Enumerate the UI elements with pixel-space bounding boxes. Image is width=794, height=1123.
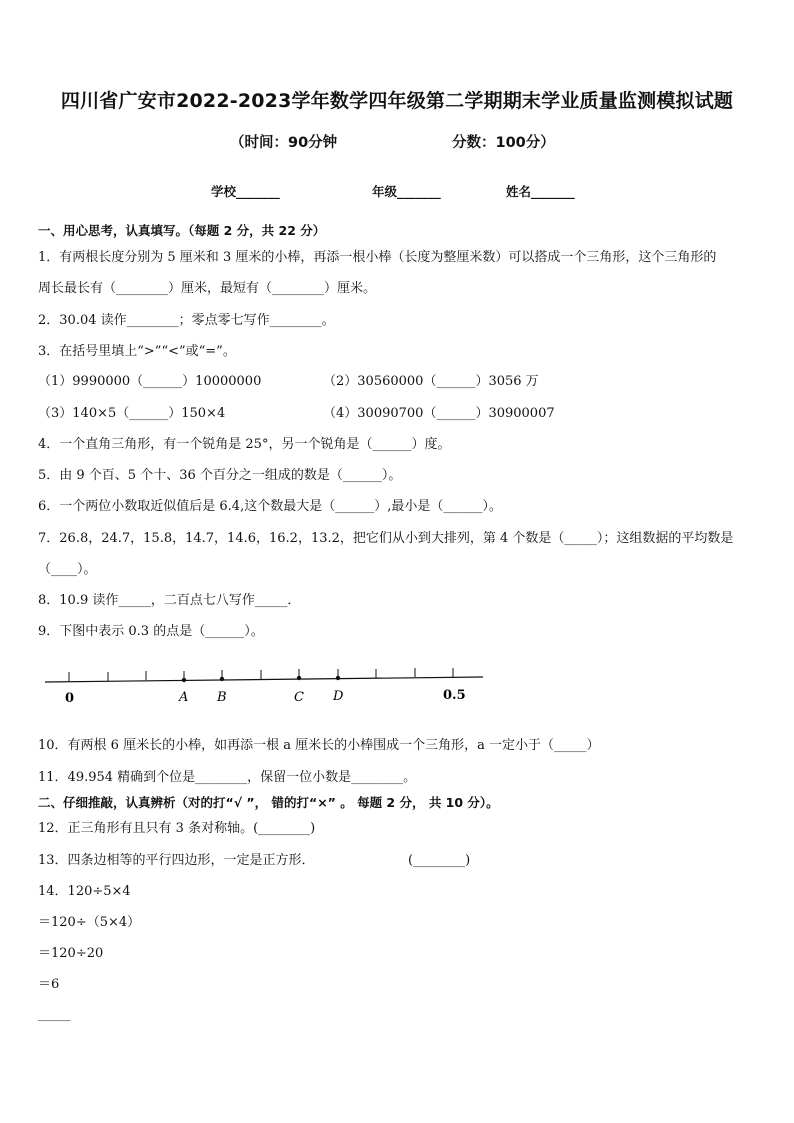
section-heading-1: 一、用心思考，认真填写。（每题 2 分，共 22 分）	[38, 223, 326, 238]
question-14-line-3: ＝120÷20	[38, 946, 104, 961]
name-field: 姓名_______	[506, 184, 575, 199]
point-a	[182, 678, 186, 682]
number-line-axis	[45, 677, 483, 682]
question-2: 2．30.04 读作________；零点零七写作________。	[38, 313, 335, 328]
question-14-line-4: ＝6	[38, 977, 60, 992]
question-7-line-2: （____）。	[38, 562, 97, 577]
question-14-line-2: ＝120÷（5×4）	[38, 915, 141, 930]
question-13	[38, 851, 471, 871]
grade-field: 年级_______	[372, 184, 441, 199]
question-3-item-2: （2）30560000（______）3056 万	[323, 374, 539, 389]
question-14-line-5: _____	[38, 1007, 71, 1022]
question-3: 3．在括号里填上“>”“<”或“=”。	[38, 344, 236, 359]
point-b	[220, 677, 224, 681]
exam-time: （时间：90分钟	[230, 135, 338, 151]
question-7-line-1: 7．26.8，24.7，15.8，14.7，14.6，16.2，13.2，把它们从小到大排列，第 4 个数是（_____）；这组数据的平均数是	[38, 531, 734, 546]
question-1-line-2: 周长最长有（________）厘米，最短有（________）厘米。	[38, 281, 377, 296]
question-5: 5．由 9 个百、5 个十、36 个百分之一组成的数是（______）。	[38, 468, 402, 483]
section-heading-2: 二、仔细推敲，认真辨析（对的打“√ ”， 错的打“×” 。 每题 2 分， 共 10 分）。	[38, 795, 499, 810]
label-d: D	[333, 689, 344, 704]
label-b: B	[217, 690, 227, 705]
label-half: 0.5	[443, 688, 466, 703]
question-8: 8．10.9 读作_____，二百点七八写作_____．	[38, 593, 301, 608]
question-3-item-1: （1）9990000（______）10000000	[38, 374, 262, 389]
label-c: C	[294, 690, 304, 705]
question-4: 4．一个直角三角形，有一个锐角是 25°，另一个锐角是（______）度。	[38, 437, 451, 452]
school-field: 学校_______	[211, 184, 280, 199]
point-c	[297, 676, 301, 680]
question-3-item-3: （3）140×5（______）150×4	[38, 406, 226, 421]
question-9: 9．下图中表示 0.3 的点是（______）。	[38, 624, 264, 639]
label-a: A	[179, 690, 189, 705]
question-13-blank: (________)	[408, 853, 471, 868]
page-title: 四川省广安市2022-2023学年数学四年级第二学期期末学业质量监测模拟试题	[60, 90, 734, 112]
question-13-text: 13．四条边相等的平行四边形，一定是正方形．	[38, 853, 315, 868]
question-6: 6．一个两位小数取近似值后是 6.4,这个数最大是（______）,最小是（______）。	[38, 499, 502, 514]
exam-score: 分数：100分）	[452, 135, 555, 151]
point-d	[336, 676, 340, 680]
question-14-line-1: 14．120÷5×4	[38, 884, 131, 899]
question-11: 11．49.954 精确到个位是________，保留一位小数是________。	[38, 770, 417, 785]
question-12: 12．正三角形有且只有 3 条对称轴。(________)	[38, 821, 316, 836]
question-10: 10．有两根 6 厘米长的小棒，如再添一根 a 厘米长的小棒围成一个三角形，a 一定小于（_____）	[38, 738, 600, 753]
label-zero: 0	[65, 691, 75, 706]
question-1-line-1: 1．有两根长度分别为 5 厘米和 3 厘米的小棒，再添一根小棒（长度为整厘米数）可以搭成一个三角形，这个三角形的	[38, 250, 717, 265]
question-3-item-4: （4）30090700（______）30900007	[323, 406, 555, 421]
